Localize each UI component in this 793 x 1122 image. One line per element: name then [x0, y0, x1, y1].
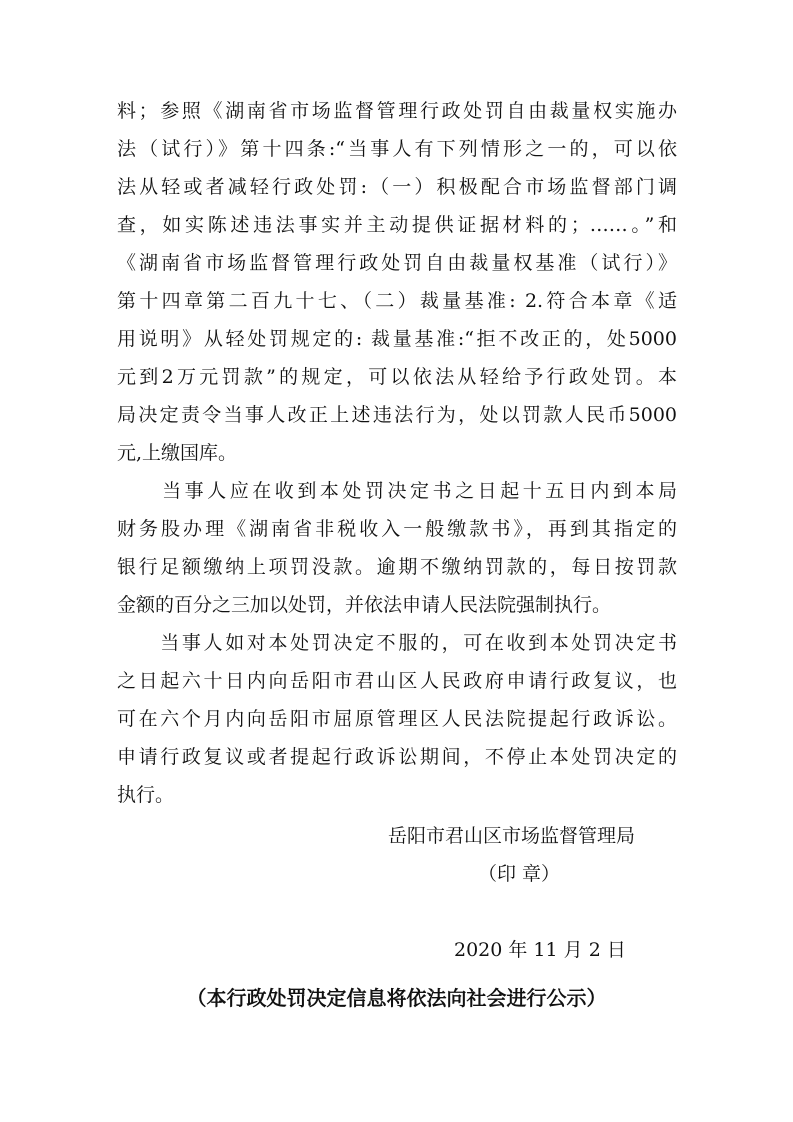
- payment-paragraph-line-2: 财务股办理《湖南省非税收入一般缴款书》，再到其指定的: [117, 518, 677, 540]
- appeal-paragraph-line-5: 执行。: [117, 784, 175, 806]
- body-line-6: 第十四章第二百九十七、（二）裁量基准: 2.符合本章《适: [117, 290, 677, 312]
- seal-placeholder: （印 章）: [478, 863, 561, 885]
- appeal-paragraph-line-4: 申请行政复议或者提起行政诉讼期间，不停止本处罚决定的: [117, 746, 677, 768]
- public-notice: （本行政处罚决定信息将依法向社会进行公示）: [186, 986, 607, 1010]
- body-line-9: 局决定责令当事人改正上述违法行为，处以罚款人民币5000: [117, 404, 677, 426]
- body-line-1: 料；参照《湖南省市场监督管理行政处罚自由裁量权实施办: [117, 100, 677, 122]
- payment-paragraph-line-3: 银行足额缴纳上项罚没款。逾期不缴纳罚款的，每日按罚款: [117, 556, 677, 578]
- appeal-paragraph-line-1: 当事人如对本处罚决定不服的，可在收到本处罚决定书: [117, 632, 677, 654]
- body-line-10: 元,上缴国库。: [117, 442, 238, 464]
- issue-date: 2020 年 11 月 2 日: [454, 939, 626, 961]
- issuing-agency: 岳阳市君山区市场监督管理局: [388, 825, 636, 847]
- body-line-2: 法（试行）》第十四条:“当事人有下列情形之一的，可以依: [117, 138, 677, 160]
- appeal-paragraph-line-2: 之日起六十日内向岳阳市君山区人民政府申请行政复议，也: [117, 670, 677, 692]
- body-line-4: 查，如实陈述违法事实并主动提供证据材料的；……。”和: [117, 214, 677, 236]
- payment-paragraph-line-1: 当事人应在收到本处罚决定书之日起十五日内到本局: [117, 480, 677, 502]
- body-line-7: 用说明》从轻处罚规定的: 裁量基准:“拒不改正的，处5000: [117, 328, 677, 350]
- body-line-3: 法从轻或者减轻行政处罚:（一）积极配合市场监督部门调: [117, 176, 677, 198]
- appeal-paragraph-line-3: 可在六个月内向岳阳市屈原管理区人民法院提起行政诉讼。: [117, 708, 677, 730]
- body-line-8: 元到2万元罚款”的规定，可以依法从轻给予行政处罚。本: [117, 366, 677, 388]
- payment-paragraph-line-4: 金额的百分之三加以处罚，并依法申请人民法院强制执行。: [117, 594, 612, 616]
- body-line-5: 《湖南省市场监督管理行政处罚自由裁量权基准（试行）》: [117, 252, 677, 274]
